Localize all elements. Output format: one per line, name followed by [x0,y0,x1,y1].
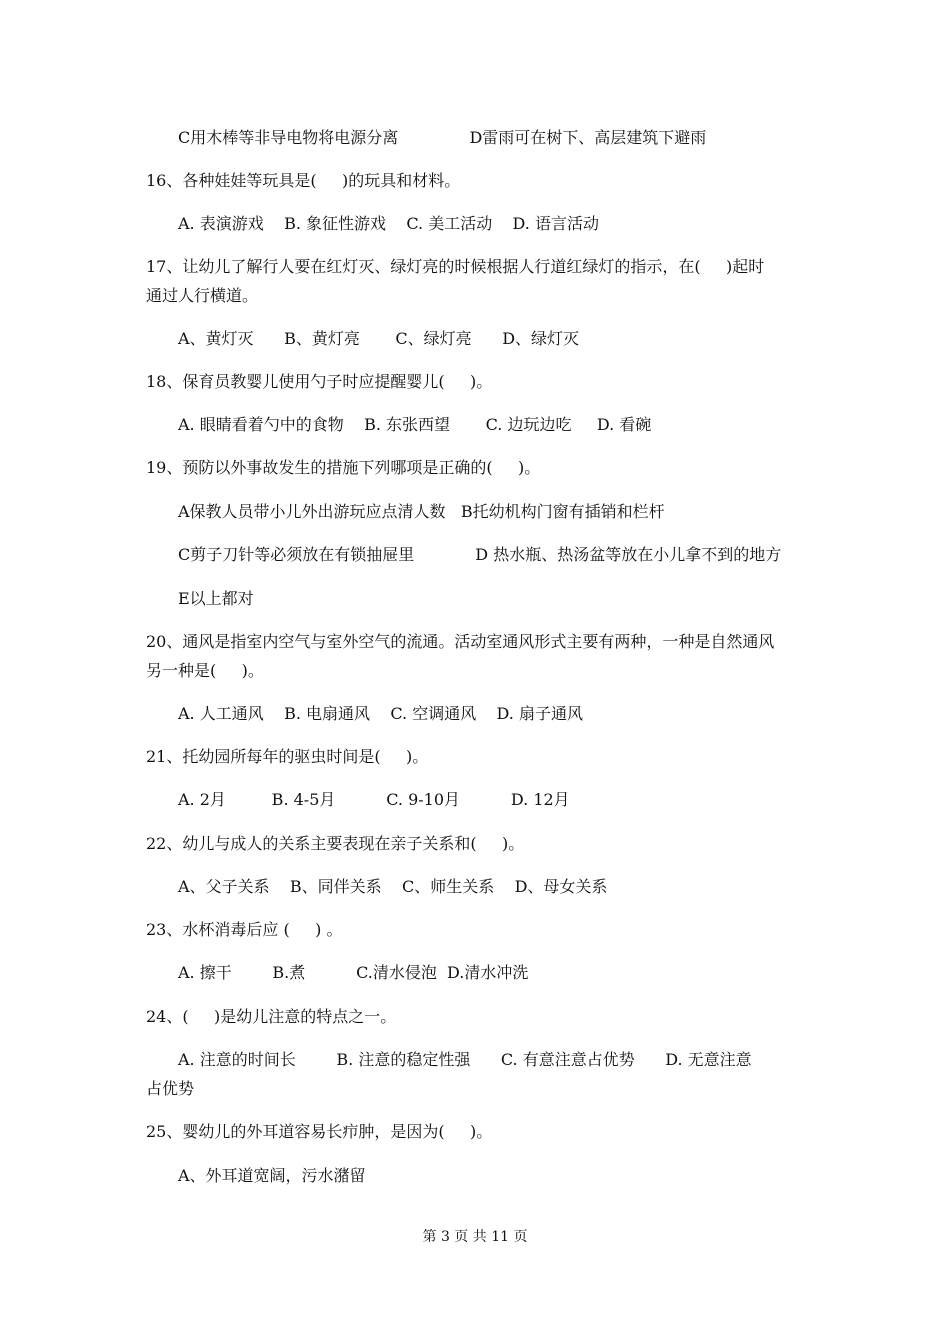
q18-options: A. 眼睛看着勺中的食物 B. 东张西望 C. 边玩边吃 D. 看碗 [178,415,652,434]
q16-options: A. 表演游戏 B. 象征性游戏 C. 美工活动 D. 语言活动 [178,214,599,233]
question-21: 21、托幼园所每年的驱虫时间是( )。 [146,747,429,766]
q19-option-e: E以上都对 [178,589,254,608]
question-19: 19、预防以外事故发生的措施下列哪项是正确的( )。 [146,458,541,477]
q15-options-cd: C用木棒等非导电物将电源分离 D雷雨可在树下、高层建筑下避雨 [178,128,707,147]
question-20-line2: 另一种是( )。 [146,661,264,680]
question-23: 23、水杯消毒后应 ( ) 。 [146,920,343,939]
q21-options: A. 2月 B. 4-5月 C. 9-10月 D. 12月 [178,790,570,809]
question-17-line1: 17、让幼儿了解行人要在红灯灭、绿灯亮的时候根据人行道红绿灯的指示，在( )起时 [146,257,765,276]
q24-options-line2: 占优势 [146,1079,195,1098]
q24-options-line1: A. 注意的时间长 B. 注意的稳定性强 C. 有意注意占优势 D. 无意注意 [178,1050,752,1069]
q19-options-cd: C剪子刀针等必须放在有锁抽屉里 D 热水瓶、热汤盆等放在小儿拿不到的地方 [178,545,782,564]
question-16: 16、各种娃娃等玩具是( )的玩具和材料。 [146,171,461,190]
page-footer: 第 3 页 共 11 页 [422,1229,528,1245]
question-18: 18、保育员教婴儿使用勺子时应提醒婴儿( )。 [146,372,493,391]
q22-options: A、父子关系 B、同伴关系 C、师生关系 D、母女关系 [178,877,608,896]
q17-options: A、黄灯灭 B、黄灯亮 C、绿灯亮 D、绿灯灭 [178,329,580,348]
q19-options-ab: A保教人员带小儿外出游玩应点清人数 B托幼机构门窗有插销和栏杆 [178,502,665,521]
question-20-line1: 20、通风是指室内空气与室外空气的流通。活动室通风形式主要有两种，一种是自然通风 [146,632,775,651]
question-17-line2: 通过人行横道。 [146,286,259,305]
question-24: 24、( )是幼儿注意的特点之一。 [146,1007,397,1026]
question-25: 25、婴幼儿的外耳道容易长疖肿，是因为( )。 [146,1122,493,1141]
question-22: 22、幼儿与成人的关系主要表现在亲子关系和( )。 [146,834,525,853]
q20-options: A. 人工通风 B. 电扇通风 C. 空调通风 D. 扇子通风 [178,704,583,723]
q23-options: A. 擦干 B.煮 C.清水侵泡 D.清水冲洗 [178,963,529,982]
q25-option-a: A、外耳道宽阔，污水潴留 [178,1166,366,1185]
